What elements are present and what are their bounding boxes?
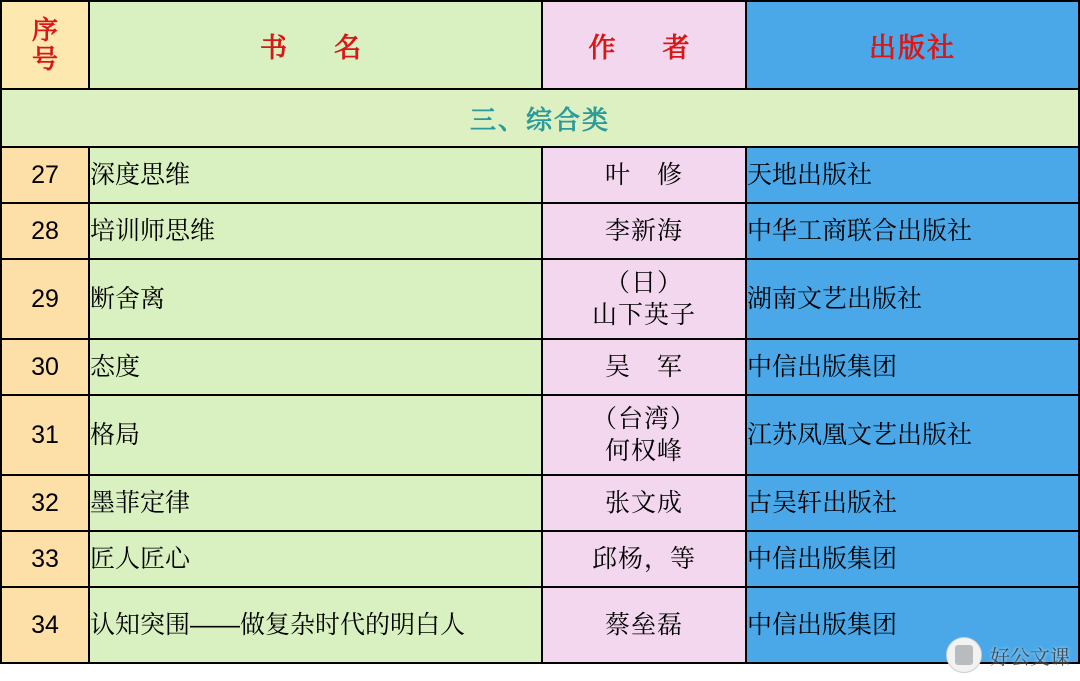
table-row xyxy=(1,475,1079,531)
header-index-line1: 序 xyxy=(31,14,58,45)
row-author-line1: 张文成 xyxy=(604,489,683,517)
row-index: 27 xyxy=(1,147,89,203)
row-author xyxy=(542,339,746,395)
table-row xyxy=(1,203,1079,259)
row-press: 中信出版集团 xyxy=(746,339,1079,395)
row-author xyxy=(542,395,746,475)
row-author xyxy=(542,203,746,259)
row-author xyxy=(542,587,746,663)
row-title: 培训师思维 xyxy=(89,203,542,259)
row-author-line1: 叶 修 xyxy=(604,161,683,189)
row-index: 29 xyxy=(1,259,89,339)
row-press: 湖南文艺出版社 xyxy=(746,259,1079,339)
row-title: 断舍离 xyxy=(89,259,542,339)
row-author-line2: 何权峰 xyxy=(604,437,683,465)
row-press: 中信出版集团 xyxy=(746,587,1079,663)
row-index: 34 xyxy=(1,587,89,663)
header-press: 出版社 xyxy=(746,1,1079,89)
row-author-line1: 吴 军 xyxy=(604,353,683,381)
row-index: 28 xyxy=(1,203,89,259)
row-title: 墨菲定律 xyxy=(89,475,542,531)
header-author: 作 者 xyxy=(542,1,746,89)
row-author-line1: （日） xyxy=(604,269,683,297)
table-row xyxy=(1,531,1079,587)
header-index-line2: 号 xyxy=(31,44,58,74)
row-author xyxy=(542,147,746,203)
row-index: 32 xyxy=(1,475,89,531)
table-row xyxy=(1,339,1079,395)
row-author xyxy=(542,475,746,531)
row-index: 31 xyxy=(1,395,89,475)
row-press: 中信出版集团 xyxy=(746,531,1079,587)
row-title: 认知突围——做复杂时代的明白人 xyxy=(89,587,542,663)
row-press: 古吴轩出版社 xyxy=(746,475,1079,531)
row-title: 深度思维 xyxy=(89,147,542,203)
section-title: 三、综合类 xyxy=(1,89,1079,147)
row-index: 33 xyxy=(1,531,89,587)
header-index xyxy=(1,1,89,89)
table-row xyxy=(1,147,1079,203)
row-title: 态度 xyxy=(89,339,542,395)
section-row xyxy=(1,89,1079,147)
table-header-row xyxy=(1,1,1079,89)
row-author-line1: （台湾） xyxy=(591,405,696,433)
row-title: 匠人匠心 xyxy=(89,531,542,587)
row-author-line1: 蔡垒磊 xyxy=(604,611,683,639)
row-author xyxy=(542,259,746,339)
row-author-line2: 山下英子 xyxy=(591,301,696,329)
row-press: 天地出版社 xyxy=(746,147,1079,203)
row-index: 30 xyxy=(1,339,89,395)
table-row xyxy=(1,587,1079,663)
watermark-text: 好公文课 xyxy=(990,646,1070,669)
row-press: 中华工商联合出版社 xyxy=(746,203,1079,259)
row-press: 江苏凤凰文艺出版社 xyxy=(746,395,1079,475)
row-title: 格局 xyxy=(89,395,542,475)
row-author-line1: 李新海 xyxy=(604,217,683,245)
header-title: 书 名 xyxy=(89,1,542,89)
table-row xyxy=(1,395,1079,475)
row-author xyxy=(542,531,746,587)
table-row xyxy=(1,259,1079,339)
row-author-line1: 邱杨，等 xyxy=(591,545,696,573)
